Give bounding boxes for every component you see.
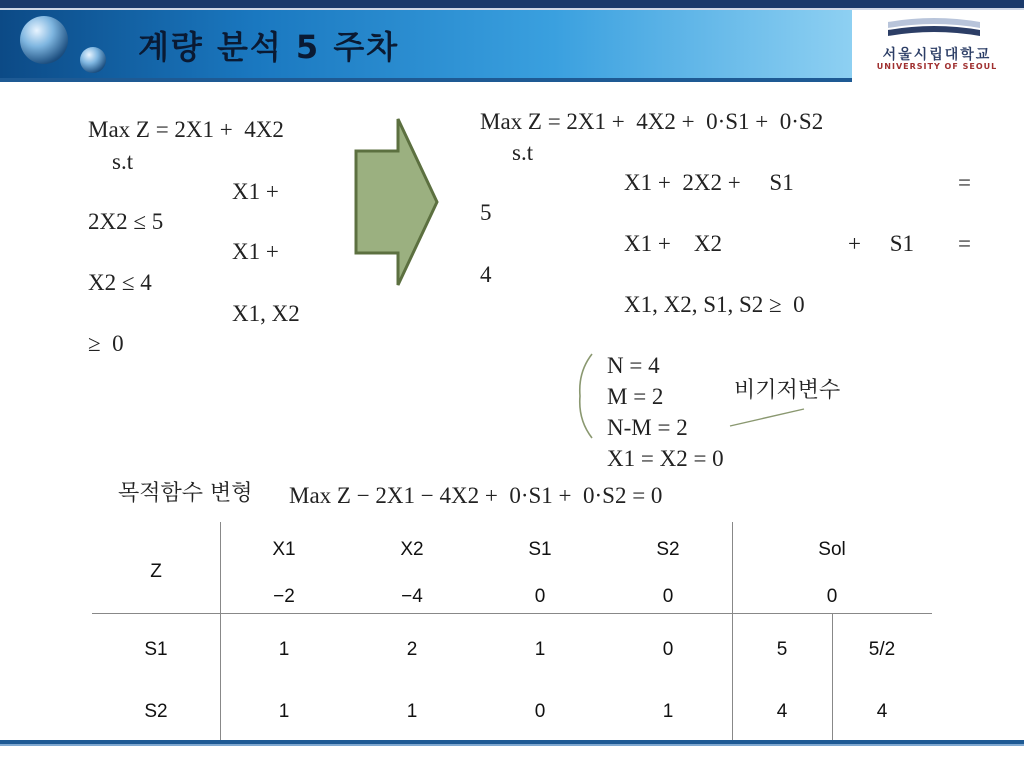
right-nonneg: X1, X2, S1, S2 ≥ 0 — [624, 292, 805, 317]
note-zero: X1 = X2 = 0 — [607, 446, 724, 471]
table-vline-label — [220, 522, 221, 740]
right-constraint1-rhs: 5 — [480, 200, 492, 225]
row-s2-s1: 0 — [534, 701, 546, 722]
row-s2-x1: 1 — [278, 701, 290, 722]
objective-transform-label: 목적함수 변형 — [118, 481, 253, 506]
row-s1-s1: 1 — [534, 639, 546, 660]
nonbasic-variable-label: 비기저변수 — [734, 378, 841, 403]
header-sol: Sol — [818, 539, 846, 560]
z-row-x2: −4 — [401, 586, 423, 607]
z-row-s1: 0 — [534, 586, 546, 607]
left-st: s.t — [112, 149, 134, 174]
callout-line — [728, 405, 808, 429]
header-x1: X1 — [272, 539, 296, 560]
university-name-english: UNIVERSITY OF SEOUL — [876, 62, 998, 71]
row-s2-label: S2 — [144, 701, 168, 722]
header-strip — [0, 78, 852, 82]
right-constraint1: X1 + 2X2 + S1 — [624, 170, 794, 195]
left-constraint2-part2: X2 ≤ 4 — [88, 270, 152, 295]
right-st: s.t — [512, 140, 534, 165]
transform-arrow-icon — [352, 115, 440, 289]
right-constraint1-eq: = — [958, 170, 971, 195]
objective-transform-expr: Max Z − 2X1 − 4X2 + 0·S1 + 0·S2 = 0 — [289, 483, 663, 508]
note-n: N = 4 — [607, 353, 660, 378]
row-s1-ratio: 5/2 — [868, 639, 896, 660]
left-objective: Max Z = 2X1 + 4X2 — [88, 117, 284, 142]
row-s2-s2: 1 — [662, 701, 674, 722]
header-s1: S1 — [528, 539, 552, 560]
university-name-korean: 서울시립대학교 — [882, 47, 992, 63]
top-border — [0, 0, 1024, 8]
left-constraint1-part2: 2X2 ≤ 5 — [88, 209, 164, 234]
z-row-x1: −2 — [273, 586, 295, 607]
globe-icon — [20, 16, 68, 64]
table-vline-sol — [732, 522, 733, 740]
note-n-minus-m: N-M = 2 — [607, 415, 688, 440]
right-constraint2: X1 + X2 — [624, 231, 722, 256]
row-s1-label: S1 — [144, 639, 168, 660]
row-s1-sol: 5 — [776, 639, 788, 660]
row-s1-x1: 1 — [278, 639, 290, 660]
left-constraint1-part1: X1 + — [232, 179, 279, 204]
right-constraint2-slack: + S1 — [848, 231, 915, 256]
left-brace — [576, 352, 596, 440]
university-logo-icon — [886, 16, 982, 40]
z-row-sol: 0 — [826, 586, 838, 607]
small-globe-icon — [80, 47, 106, 73]
left-nonneg-part2: ≥ 0 — [88, 331, 124, 356]
right-objective: Max Z = 2X1 + 4X2 + 0·S1 + 0·S2 — [480, 109, 824, 134]
header-band — [0, 10, 852, 78]
z-label: Z — [150, 561, 162, 582]
header-x2: X2 — [400, 539, 424, 560]
right-constraint2-rhs: 4 — [480, 262, 492, 287]
left-nonneg-part1: X1, X2 — [232, 301, 300, 326]
right-constraint2-eq: = — [958, 231, 971, 256]
table-vline-ratio — [832, 614, 833, 740]
row-s2-sol: 4 — [776, 701, 788, 722]
row-s1-s2: 0 — [662, 639, 674, 660]
table-divider — [92, 613, 932, 614]
z-row-s2: 0 — [662, 586, 674, 607]
row-s2-ratio: 4 — [876, 701, 888, 722]
row-s2-x2: 1 — [406, 701, 418, 722]
header-s2: S2 — [656, 539, 680, 560]
note-m: M = 2 — [607, 384, 664, 409]
row-s1-x2: 2 — [406, 639, 418, 660]
left-constraint2-part1: X1 + — [232, 239, 279, 264]
slide-title: 계량 분석 5 주차 — [138, 28, 400, 66]
footer-border-highlight — [0, 744, 1024, 746]
